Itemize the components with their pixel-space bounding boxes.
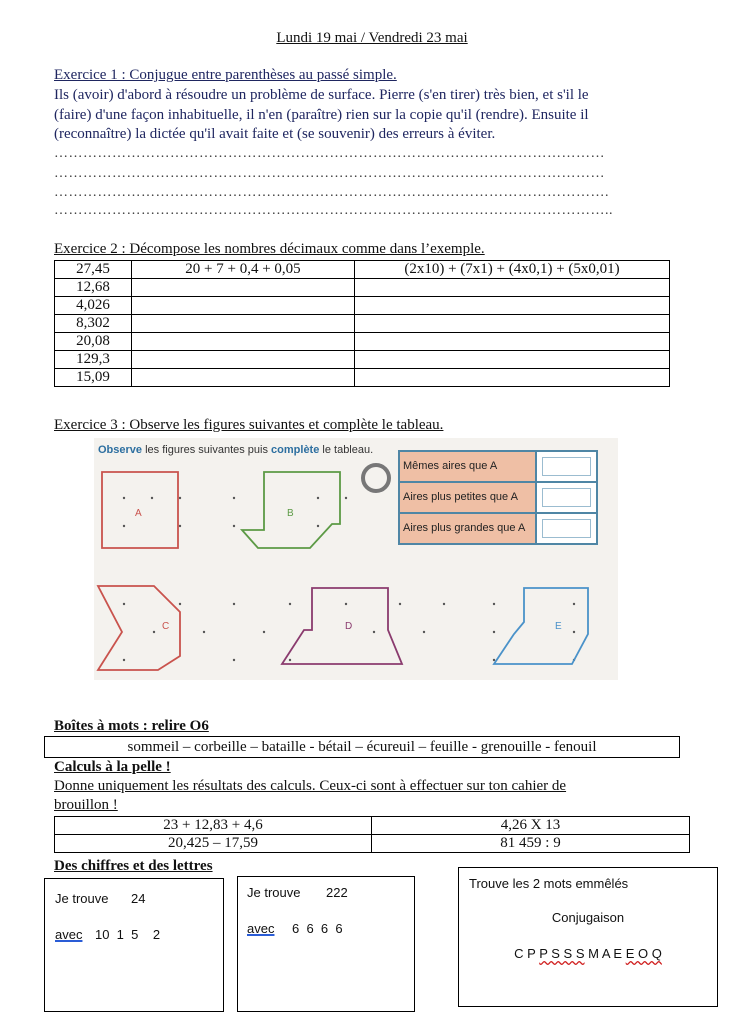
mots-letters	[459, 946, 717, 961]
number-cell: 4,026	[55, 297, 132, 315]
letters-part: M A E	[584, 946, 626, 961]
sum-cell[interactable]	[132, 351, 355, 369]
table-row	[55, 369, 670, 387]
figure-c-label: C	[162, 621, 170, 632]
calculs-instruction-cont: brouillon !	[54, 797, 118, 813]
table-row	[55, 297, 670, 315]
calc-cell: 20,425 – 17,59	[55, 835, 372, 853]
table-row	[55, 279, 670, 297]
table-row	[55, 817, 690, 835]
table-row	[55, 315, 670, 333]
letters-part: C P	[514, 946, 540, 961]
answer-cell[interactable]	[537, 514, 596, 543]
letters-part: P S S S	[539, 946, 585, 961]
ex1-answer-line[interactable]: ……………………………………………………………………………………………………	[54, 146, 605, 161]
table-row	[55, 835, 690, 853]
table-row	[55, 333, 670, 351]
chiffres-title: Des chiffres et des lettres	[54, 858, 213, 874]
calculs-table	[54, 816, 690, 853]
product-cell[interactable]	[355, 351, 670, 369]
calculs-title: Calculs à la pelle !	[54, 759, 171, 775]
figure-a-label: A	[135, 508, 142, 519]
figure-e-shape	[494, 588, 588, 664]
trouve-label: Je trouve	[247, 885, 301, 900]
product-cell: (2x10) + (7x1) + (4x0,1) + (5x0,01)	[355, 261, 670, 279]
sum-cell[interactable]	[132, 369, 355, 387]
figures-panel	[94, 438, 618, 680]
chiffres-box-2	[237, 876, 415, 1012]
ex1-text-line: (faire) d'une façon inhabituelle, il n'en (paraître) rien sur la copie qu'il (rendre). Ensuite il	[54, 107, 589, 123]
boites-title: Boîtes à mots : relire O6	[54, 718, 209, 734]
figure-d-label: D	[345, 621, 353, 632]
product-cell[interactable]	[355, 297, 670, 315]
available-numbers: 6 6 6 6	[292, 921, 343, 936]
table-row	[55, 261, 670, 279]
answer-cell[interactable]	[537, 452, 596, 481]
ex1-title: Exercice 1 : Conjugue entre parenthèses au passé simple.	[54, 67, 397, 83]
mots-subtitle: Conjugaison	[551, 910, 625, 925]
mots-title: Trouve les 2 mots emmêlés	[469, 876, 629, 891]
trouve-label: Je trouve	[55, 891, 109, 906]
sum-cell[interactable]	[132, 333, 355, 351]
page-date: Lundi 19 mai / Vendredi 23 mai	[276, 30, 468, 46]
calculs-instruction: Donne uniquement les résultats des calculs. Ceux-ci sont à effectuer sur ton cahier de	[54, 778, 567, 794]
number-cell: 20,08	[55, 333, 132, 351]
sum-cell[interactable]	[132, 279, 355, 297]
ex2-title: Exercice 2 : Décompose les nombres décimaux comme dans l’exemple.	[54, 241, 485, 257]
letters-part: E O Q	[625, 946, 662, 961]
word-box: sommeil – corbeille – bataille - bétail – écureuil – feuille - grenouille - fenouil	[44, 736, 680, 758]
ex2-table	[54, 260, 670, 387]
sum-cell[interactable]	[132, 315, 355, 333]
answer-cell[interactable]	[537, 483, 596, 512]
sum-cell: 20 + 7 + 0,4 + 0,05	[132, 261, 355, 279]
ex1-answer-line[interactable]: …………………………………………………………………………………………………….	[54, 185, 609, 200]
table-row	[55, 351, 670, 369]
avec-label: avec	[55, 927, 83, 942]
instruction-observe: Observe	[98, 444, 143, 456]
number-cell: 129,3	[55, 351, 132, 369]
number-cell: 15,09	[55, 369, 132, 387]
number-cell: 12,68	[55, 279, 132, 297]
chiffres-box-1	[44, 878, 224, 1012]
figure-b-label: B	[287, 508, 294, 519]
instruction-end: le tableau.	[319, 444, 374, 456]
instruction-middle: les figures suivantes puis	[142, 444, 272, 456]
number-cell: 8,302	[55, 315, 132, 333]
table-row	[398, 512, 598, 545]
figure-d-shape	[282, 588, 402, 664]
mots-box	[458, 867, 718, 1007]
calc-cell: 4,26 X 13	[372, 817, 690, 835]
row-label: Aires plus grandes que A	[400, 514, 537, 543]
sum-cell[interactable]	[132, 297, 355, 315]
figure-e-label: E	[555, 621, 562, 632]
calc-cell: 23 + 12,83 + 4,6	[55, 817, 372, 835]
target-number: 222	[326, 885, 348, 900]
row-label: Mêmes aires que A	[400, 452, 537, 481]
product-cell[interactable]	[355, 333, 670, 351]
calc-cell: 81 459 : 9	[372, 835, 690, 853]
product-cell[interactable]	[355, 315, 670, 333]
table-row	[398, 481, 598, 512]
comparison-table	[398, 450, 598, 545]
ex1-text-line: Ils (avoir) d'abord à résoudre un problème de surface. Pierre (s'en tirer) très bien, et s'il le	[54, 87, 589, 103]
ex1-answer-line[interactable]: ……………………………………………………………………………………………………	[54, 166, 605, 181]
target-number: 24	[131, 891, 146, 906]
circle-marker-icon	[363, 465, 389, 491]
ex3-title: Exercice 3 : Observe les figures suivantes et complète le tableau.	[54, 417, 444, 433]
product-cell[interactable]	[355, 279, 670, 297]
ex1-answer-line[interactable]: ……………………………………………………………………………………………………..	[54, 203, 613, 218]
row-label: Aires plus petites que A	[400, 483, 537, 512]
instruction-complete: complète	[271, 444, 320, 456]
number-cell: 27,45	[55, 261, 132, 279]
table-row	[398, 450, 598, 481]
avec-label: avec	[247, 921, 275, 936]
available-numbers: 10 1 5 2	[95, 927, 161, 942]
product-cell[interactable]	[355, 369, 670, 387]
ex1-text-line: (reconnaître) la dictée qu'il avait faite et (se souvenir) des erreurs à éviter.	[54, 126, 496, 142]
